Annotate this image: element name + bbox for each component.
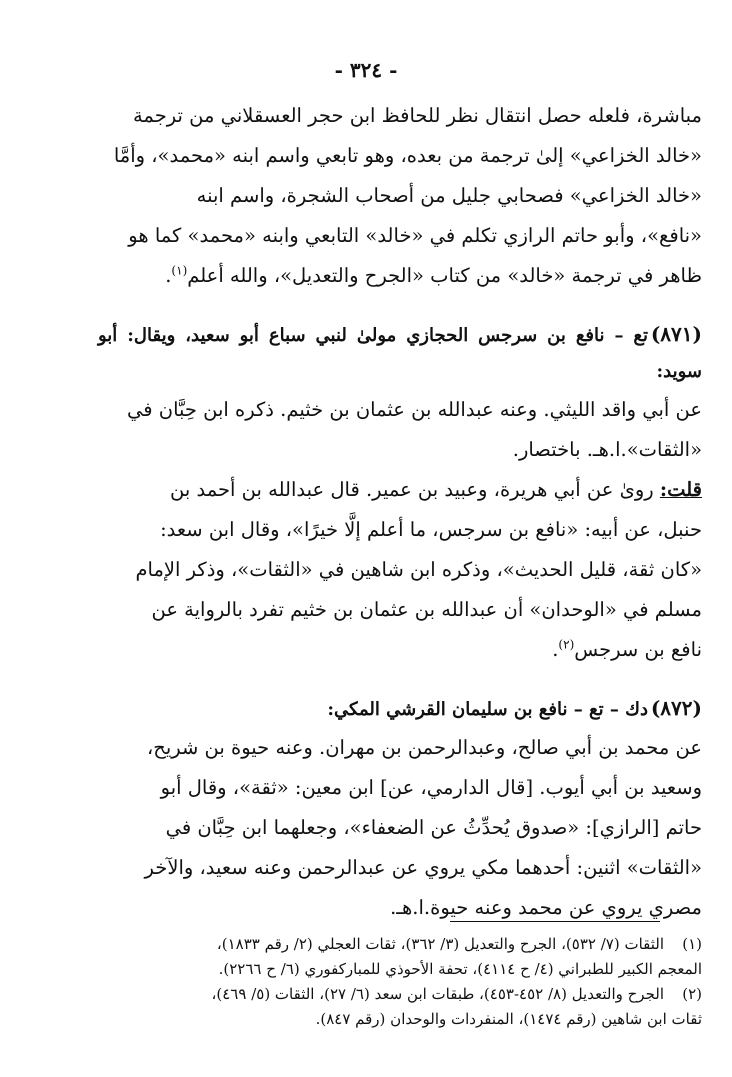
footnote-line: ثقات ابن شاهين (رقم ١٤٧٤)، المنفردات والوحدان (رقم ٨٤٧). [315, 1010, 702, 1028]
entry-line: عن محمد بن أبي صالح، وعبدالرحمن بن مهران. وعنه حيوة بن شريح، [146, 736, 702, 759]
page-number: - ٣٢٤ - [334, 58, 398, 82]
intro-line: «نافع»، وأبو حاتم الرازي تكلم في «خالد» التابعي وابنه «محمد» كما هو [128, 224, 702, 247]
footnotes [66, 932, 702, 1032]
footnote-line [66, 982, 702, 1007]
entry-line: مسلم في «الوحدان» أن عبدالله بن عثمان بن خثيم تفرد بالرواية عن [151, 598, 702, 621]
footnote-line [66, 932, 702, 957]
entry-line: «كان ثقة، قليل الحديث»، وذكره ابن شاهين في «الثقات»، وذكر الإمام [135, 558, 702, 581]
footnote-marker: (١) [171, 263, 188, 278]
intro-line: مباشرة، فلعله حصل انتقال نظر للحافظ ابن حجر العسقلاني من ترجمة [132, 104, 702, 127]
footnote-label: (٢) [682, 985, 702, 1003]
page-body [98, 96, 702, 928]
intro-paragraph [98, 96, 702, 296]
entry-line: حاتم [الرازي]: «صدوق يُحدِّثُ عن الضعفاء»، وجعلهما ابن حِبَّان في [165, 816, 702, 839]
entry-line: مصري يروي عن محمد وعنه حيوة.ا.هـ. [390, 896, 702, 919]
entry-number: (٨٧١) [650, 322, 702, 346]
footnote-text: الجرح والتعديل (٨/ ٤٥٢-٤٥٣)، طبقات ابن سعد (٦/ ٢٧)، الثقات (٥/ ٤٦٩)، [211, 985, 664, 1003]
entry-line [98, 470, 702, 510]
intro-line: «خالد الخزاعي» إلىٰ ترجمة من بعده، وهو تابعي واسم ابنه «محمد»، وأمَّا [113, 144, 702, 167]
entry-line-text: نافع بن سرجس [574, 638, 702, 661]
entry-number: (٨٧٢) [650, 696, 702, 720]
footnote-separator [450, 921, 660, 922]
intro-line: «خالد الخزاعي» فصحابي جليل من أصحاب الشجرة، واسم ابنه [196, 184, 702, 207]
footnote-marker: (٢) [558, 637, 575, 652]
footnote-text: الثقات (٧/ ٥٣٢)، الجرح والتعديل (٣/ ٣٦٢)، ثقات العجلي (٢/ رقم ١٨٣٣)، [216, 935, 664, 953]
entry-line-text: روىٰ عن أبي هريرة، وعبيد بن عمير. قال عبدالله بن أحمد بن [170, 478, 660, 501]
entry-line: عن أبي واقد الليثي. وعنه عبدالله بن عثمان بن خثيم. ذكره ابن حِبَّان في [126, 398, 702, 421]
entry-line: حنبل، عن أبيه: «نافع بن سرجس، ما أعلم إلَّا خيرًا»، وقال ابن سعد: [160, 518, 702, 541]
intro-line [98, 256, 702, 296]
entry-line: «الثقات».ا.هـ. باختصار. [512, 438, 702, 461]
period: . [165, 264, 172, 287]
entry-line: وسعيد بن أبي أيوب. [قال الدارمي، عن] ابن معين: «ثقة»، وقال أبو [160, 776, 702, 799]
entry-872 [98, 690, 702, 928]
entry-871 [98, 316, 702, 670]
qult-label: قلت: [659, 478, 702, 501]
entry-heading [98, 690, 702, 728]
footnote-label: (١) [682, 935, 702, 953]
entry-title: دك – تع – نافع بن سليمان القرشي المكي: [327, 699, 648, 720]
entry-line: «الثقات» اثنين: أحدهما مكي يروي عن عبدالرحمن وعنه سعيد، والآخر [144, 856, 702, 879]
intro-line-text: ظاهر في ترجمة «خالد» من كتاب «الجرح والتعديل»، والله أعلم [187, 264, 702, 287]
entry-heading [98, 316, 702, 390]
period: . [552, 638, 559, 661]
footnote-line: المعجم الكبير للطبراني (٤/ ح ٤١١٤)، تحفة الأحوذي للمباركفوري (٦/ ح ٢٢٦٦). [218, 960, 702, 978]
entry-line [98, 630, 702, 670]
entry-title: تع – نافع بن سرجس الحجازي مولىٰ لنبي سباع أبو سعيد، ويقال: أبو سويد: [98, 325, 702, 382]
